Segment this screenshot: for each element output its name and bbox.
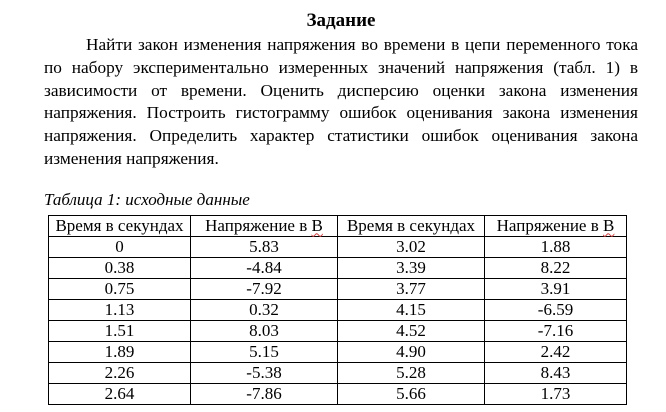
table-cell: 0.32	[191, 299, 338, 320]
table-cell: 4.90	[338, 341, 485, 362]
table-cell: 3.91	[485, 278, 627, 299]
table-cell: 1.13	[49, 299, 191, 320]
table-cell: 2.26	[49, 362, 191, 383]
table-cell: 8.03	[191, 320, 338, 341]
document-page	[44, 10, 638, 405]
table-body	[49, 236, 627, 404]
table-row	[49, 341, 627, 362]
table-cell: 4.52	[338, 320, 485, 341]
table-cell: 5.66	[338, 383, 485, 404]
table-cell: 0	[49, 236, 191, 257]
table-row	[49, 362, 627, 383]
table-cell: 1.51	[49, 320, 191, 341]
voltage-unit-1: В	[311, 216, 323, 236]
table-cell: -7.16	[485, 320, 627, 341]
table-cell: 1.73	[485, 383, 627, 404]
table-cell: 3.77	[338, 278, 485, 299]
table-row	[49, 299, 627, 320]
table-cell: -7.92	[191, 278, 338, 299]
data-table	[48, 215, 627, 405]
table-cell: 5.15	[191, 341, 338, 362]
table-header-row	[49, 215, 627, 236]
page-title: Задание	[306, 10, 376, 31]
table-cell: 1.88	[485, 236, 627, 257]
table-row	[49, 257, 627, 278]
table-cell: 3.39	[338, 257, 485, 278]
header-voltage-2: Напряжение в В	[485, 215, 627, 236]
table-row	[49, 278, 627, 299]
table-cell: -6.59	[485, 299, 627, 320]
header-time-2: Время в секундах	[338, 215, 485, 236]
table-cell: -4.84	[191, 257, 338, 278]
table-cell: 2.64	[49, 383, 191, 404]
table-cell: 2.42	[485, 341, 627, 362]
task-paragraph: Найти закон изменения напряжения во времени в цепи переменного тока по набору экспериментально измеренных значений напряжения (табл. 1) в зависимости от времени. Оценить дисперсию оценки закона изменения напряжения. Построить гистограмму ошибок оценивания закона изменения напряжения. Определить характер статистики ошибок оценивания закона изменения напряжения.	[44, 35, 638, 168]
table-row	[49, 383, 627, 404]
table-cell: 5.83	[191, 236, 338, 257]
table-cell: -5.38	[191, 362, 338, 383]
table-row	[49, 320, 627, 341]
voltage-unit-2: В	[603, 216, 615, 236]
table-cell: 4.15	[338, 299, 485, 320]
header-time-1: Время в секундах	[49, 215, 191, 236]
table-row	[49, 236, 627, 257]
table-cell: 5.28	[338, 362, 485, 383]
table-cell: -7.86	[191, 383, 338, 404]
table-cell: 8.43	[485, 362, 627, 383]
table-cell: 3.02	[338, 236, 485, 257]
table-cell: 0.38	[49, 257, 191, 278]
table-caption: Таблица 1: исходные данные	[44, 189, 250, 209]
table-cell: 0.75	[49, 278, 191, 299]
table-cell: 8.22	[485, 257, 627, 278]
table-cell: 1.89	[49, 341, 191, 362]
header-voltage-1: Напряжение в В	[191, 215, 338, 236]
